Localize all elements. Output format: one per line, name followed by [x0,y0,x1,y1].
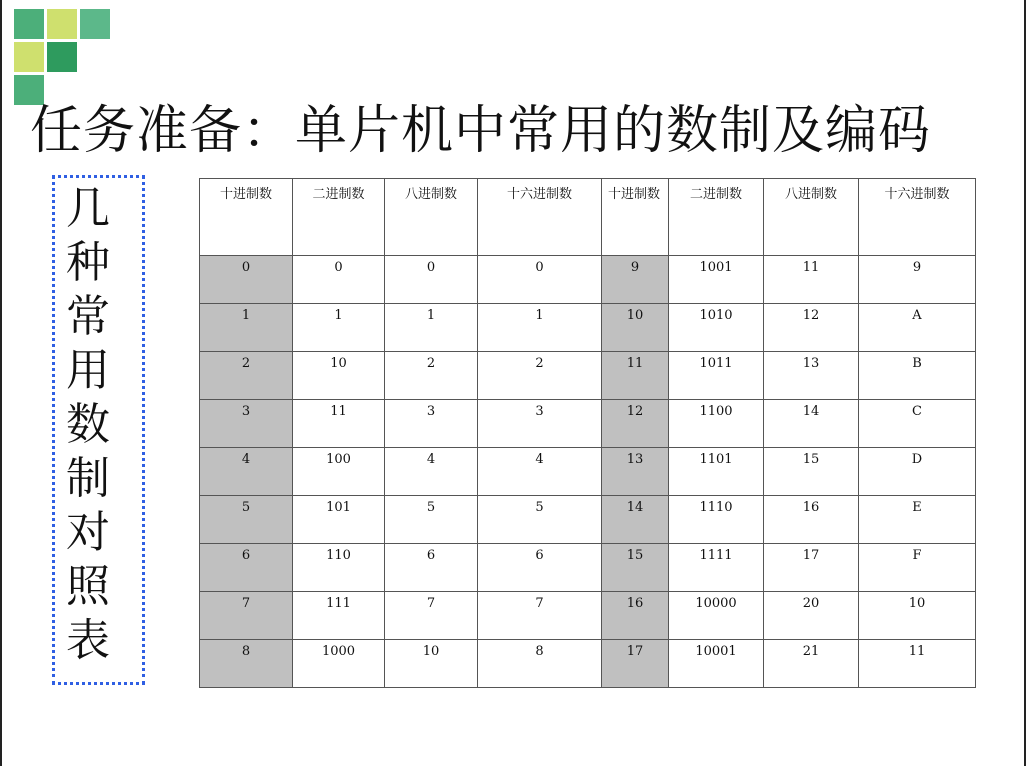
side-label-char: 用 [66,345,110,396]
cell-hex-2: D [859,448,976,496]
cell-decimal: 3 [200,400,293,448]
table-row [200,544,976,592]
header-hex: 十六进制数 [478,179,602,256]
cell-octal: 6 [385,544,478,592]
cell-hex-2: F [859,544,976,592]
cell-decimal-2: 10 [602,304,669,352]
cell-hex: 2 [478,352,602,400]
cell-hex: 0 [478,256,602,304]
cell-octal: 2 [385,352,478,400]
decor-square [47,9,77,39]
table-body [200,256,976,688]
cell-binary: 111 [293,592,385,640]
decor-square [14,9,44,39]
cell-binary-2: 1010 [669,304,764,352]
cell-decimal: 2 [200,352,293,400]
cell-octal-2: 15 [764,448,859,496]
header-decimal: 十进制数 [200,179,293,256]
side-label-char: 照 [66,561,110,612]
cell-decimal: 7 [200,592,293,640]
cell-hex: 7 [478,592,602,640]
header-decimal-2: 十进制数 [602,179,669,256]
cell-decimal: 0 [200,256,293,304]
cell-binary-2: 1110 [669,496,764,544]
cell-octal-2: 12 [764,304,859,352]
table-row [200,400,976,448]
side-label-char: 数 [66,399,110,450]
cell-binary-2: 1011 [669,352,764,400]
table-row [200,304,976,352]
cell-decimal: 5 [200,496,293,544]
cell-binary: 100 [293,448,385,496]
cell-binary: 11 [293,400,385,448]
table-row [200,496,976,544]
number-system-table [199,178,976,688]
decor-square [14,42,44,72]
cell-hex: 5 [478,496,602,544]
cell-binary-2: 1100 [669,400,764,448]
cell-hex-2: E [859,496,976,544]
cell-octal-2: 13 [764,352,859,400]
cell-hex: 4 [478,448,602,496]
table-row [200,256,976,304]
header-octal-2: 八进制数 [764,179,859,256]
header-binary: 二进制数 [293,179,385,256]
cell-octal: 4 [385,448,478,496]
cell-hex-2: B [859,352,976,400]
cell-binary-2: 10000 [669,592,764,640]
cell-octal: 0 [385,256,478,304]
cell-decimal-2: 11 [602,352,669,400]
cell-binary-2: 1001 [669,256,764,304]
table-header-row [200,179,976,256]
cell-binary-2: 10001 [669,640,764,688]
cell-octal-2: 16 [764,496,859,544]
cell-hex-2: 11 [859,640,976,688]
header-hex-2: 十六进制数 [859,179,976,256]
cell-decimal-2: 14 [602,496,669,544]
decor-square [80,9,110,39]
table-row [200,352,976,400]
cell-binary: 0 [293,256,385,304]
cell-decimal-2: 17 [602,640,669,688]
cell-decimal-2: 13 [602,448,669,496]
cell-binary-2: 1111 [669,544,764,592]
cell-hex-2: C [859,400,976,448]
cell-decimal: 8 [200,640,293,688]
cell-binary: 110 [293,544,385,592]
cell-hex-2: 10 [859,592,976,640]
side-label-char: 表 [66,615,110,666]
cell-decimal: 6 [200,544,293,592]
table-row [200,448,976,496]
cell-hex: 8 [478,640,602,688]
cell-octal: 5 [385,496,478,544]
table-row [200,592,976,640]
cell-hex-2: 9 [859,256,976,304]
cell-hex: 6 [478,544,602,592]
slide-title: 任务准备：单片机中常用的数制及编码 [30,101,932,161]
side-label-char: 制 [66,453,110,504]
side-label-char: 对 [66,507,110,558]
cell-decimal: 4 [200,448,293,496]
header-octal: 八进制数 [385,179,478,256]
cell-octal: 1 [385,304,478,352]
cell-binary: 10 [293,352,385,400]
side-label [58,182,118,668]
cell-octal-2: 14 [764,400,859,448]
side-label-char: 几 [66,183,110,234]
side-label-char: 常 [66,291,110,342]
cell-octal-2: 17 [764,544,859,592]
cell-binary-2: 1101 [669,448,764,496]
side-label-char: 种 [66,237,110,288]
cell-octal-2: 11 [764,256,859,304]
cell-decimal-2: 9 [602,256,669,304]
cell-decimal-2: 15 [602,544,669,592]
cell-octal-2: 21 [764,640,859,688]
cell-hex: 1 [478,304,602,352]
cell-binary: 101 [293,496,385,544]
table-row [200,640,976,688]
header-binary-2: 二进制数 [669,179,764,256]
cell-binary: 1 [293,304,385,352]
cell-octal: 10 [385,640,478,688]
cell-octal: 7 [385,592,478,640]
cell-decimal: 1 [200,304,293,352]
cell-hex-2: A [859,304,976,352]
decor-square [47,42,77,72]
cell-decimal-2: 12 [602,400,669,448]
cell-binary: 1000 [293,640,385,688]
cell-decimal-2: 16 [602,592,669,640]
cell-hex: 3 [478,400,602,448]
cell-octal-2: 20 [764,592,859,640]
cell-octal: 3 [385,400,478,448]
